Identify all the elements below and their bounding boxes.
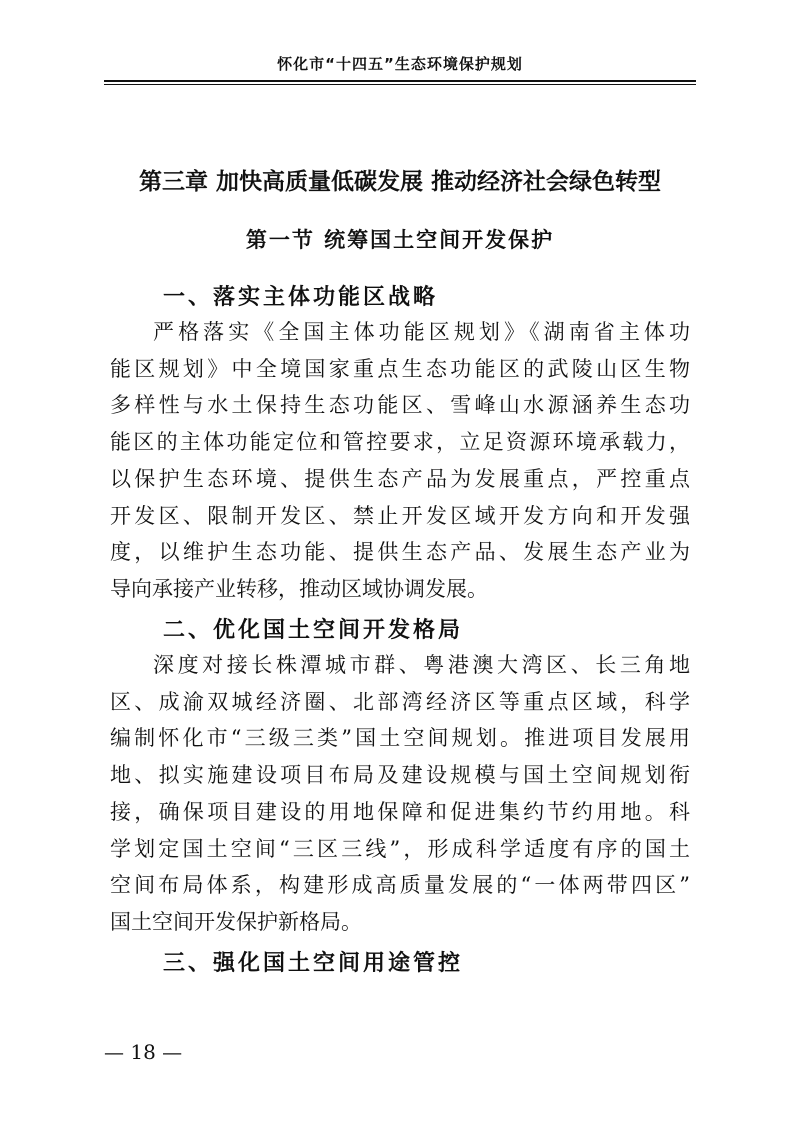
section-title: 第一节 统筹国土空间开发保护: [245, 228, 555, 252]
paragraph-line: 开发区、限制开发区、禁止开发区域开发方向和开发强: [110, 503, 690, 528]
subsection-heading-3: 三、强化国土空间用途管控: [163, 951, 464, 976]
paragraph-line: 接，确保项目建设的用地保障和促进集约节约用地。科: [110, 799, 690, 824]
subsection-heading-2: 二、优化国土空间开发格局: [163, 618, 464, 643]
paragraph-line: 以保护生态环境、提供生态产品为发展重点，严控重点: [110, 466, 690, 491]
paragraph-line: 国土空间开发保护新格局。: [110, 909, 362, 934]
paragraph-line: 导向承接产业转移，推动区域协调发展。: [110, 576, 488, 601]
paragraph-line: 学划定国土空间“三区三线”，形成科学适度有序的国土: [110, 836, 690, 861]
paragraph-line: 度，以维护生态功能、提供生态产品、发展生态产业为: [110, 540, 690, 565]
page-number: — 18 —: [104, 1040, 183, 1064]
paragraph-line: 编制怀化市“三级三类”国土空间规划。推进项目发展用: [110, 726, 690, 751]
subsection-heading-1: 一、落实主体功能区战略: [163, 285, 439, 310]
paragraph-line: 多样性与水土保持生态功能区、雪峰山水源涵养生态功: [110, 393, 690, 418]
paragraph-line: 能区规划》中全境国家重点生态功能区的武陵山区生物: [110, 356, 690, 381]
chapter-title: 第三章 加快高质量低碳发展 推动经济社会绿色转型: [138, 169, 661, 195]
paragraph-line: 深度对接长株潭城市群、粤港澳大湾区、长三角地: [153, 653, 690, 677]
running-header-title: 怀化市“十四五”生态环境保护规划: [277, 55, 523, 73]
paragraph-line: 严格落实《全国主体功能区规划》《湖南省主体功: [153, 320, 690, 344]
subsection-paragraph-2: [110, 647, 690, 941]
paragraph-line: 空间布局体系，构建形成高质量发展的“一体两带四区”: [110, 873, 690, 898]
subsection-paragraph-1: [110, 314, 690, 608]
paragraph-line: 区、成渝双城经济圈、北部湾经济区等重点区域，科学: [110, 689, 690, 714]
header-rule-thick: [104, 80, 696, 82]
paragraph-line: 地、拟实施建设项目布局及建设规模与国土空间规划衔: [110, 763, 690, 788]
header-rule-thin: [104, 84, 696, 85]
paragraph-line: 能区的主体功能定位和管控要求，立足资源环境承载力，: [110, 430, 690, 455]
